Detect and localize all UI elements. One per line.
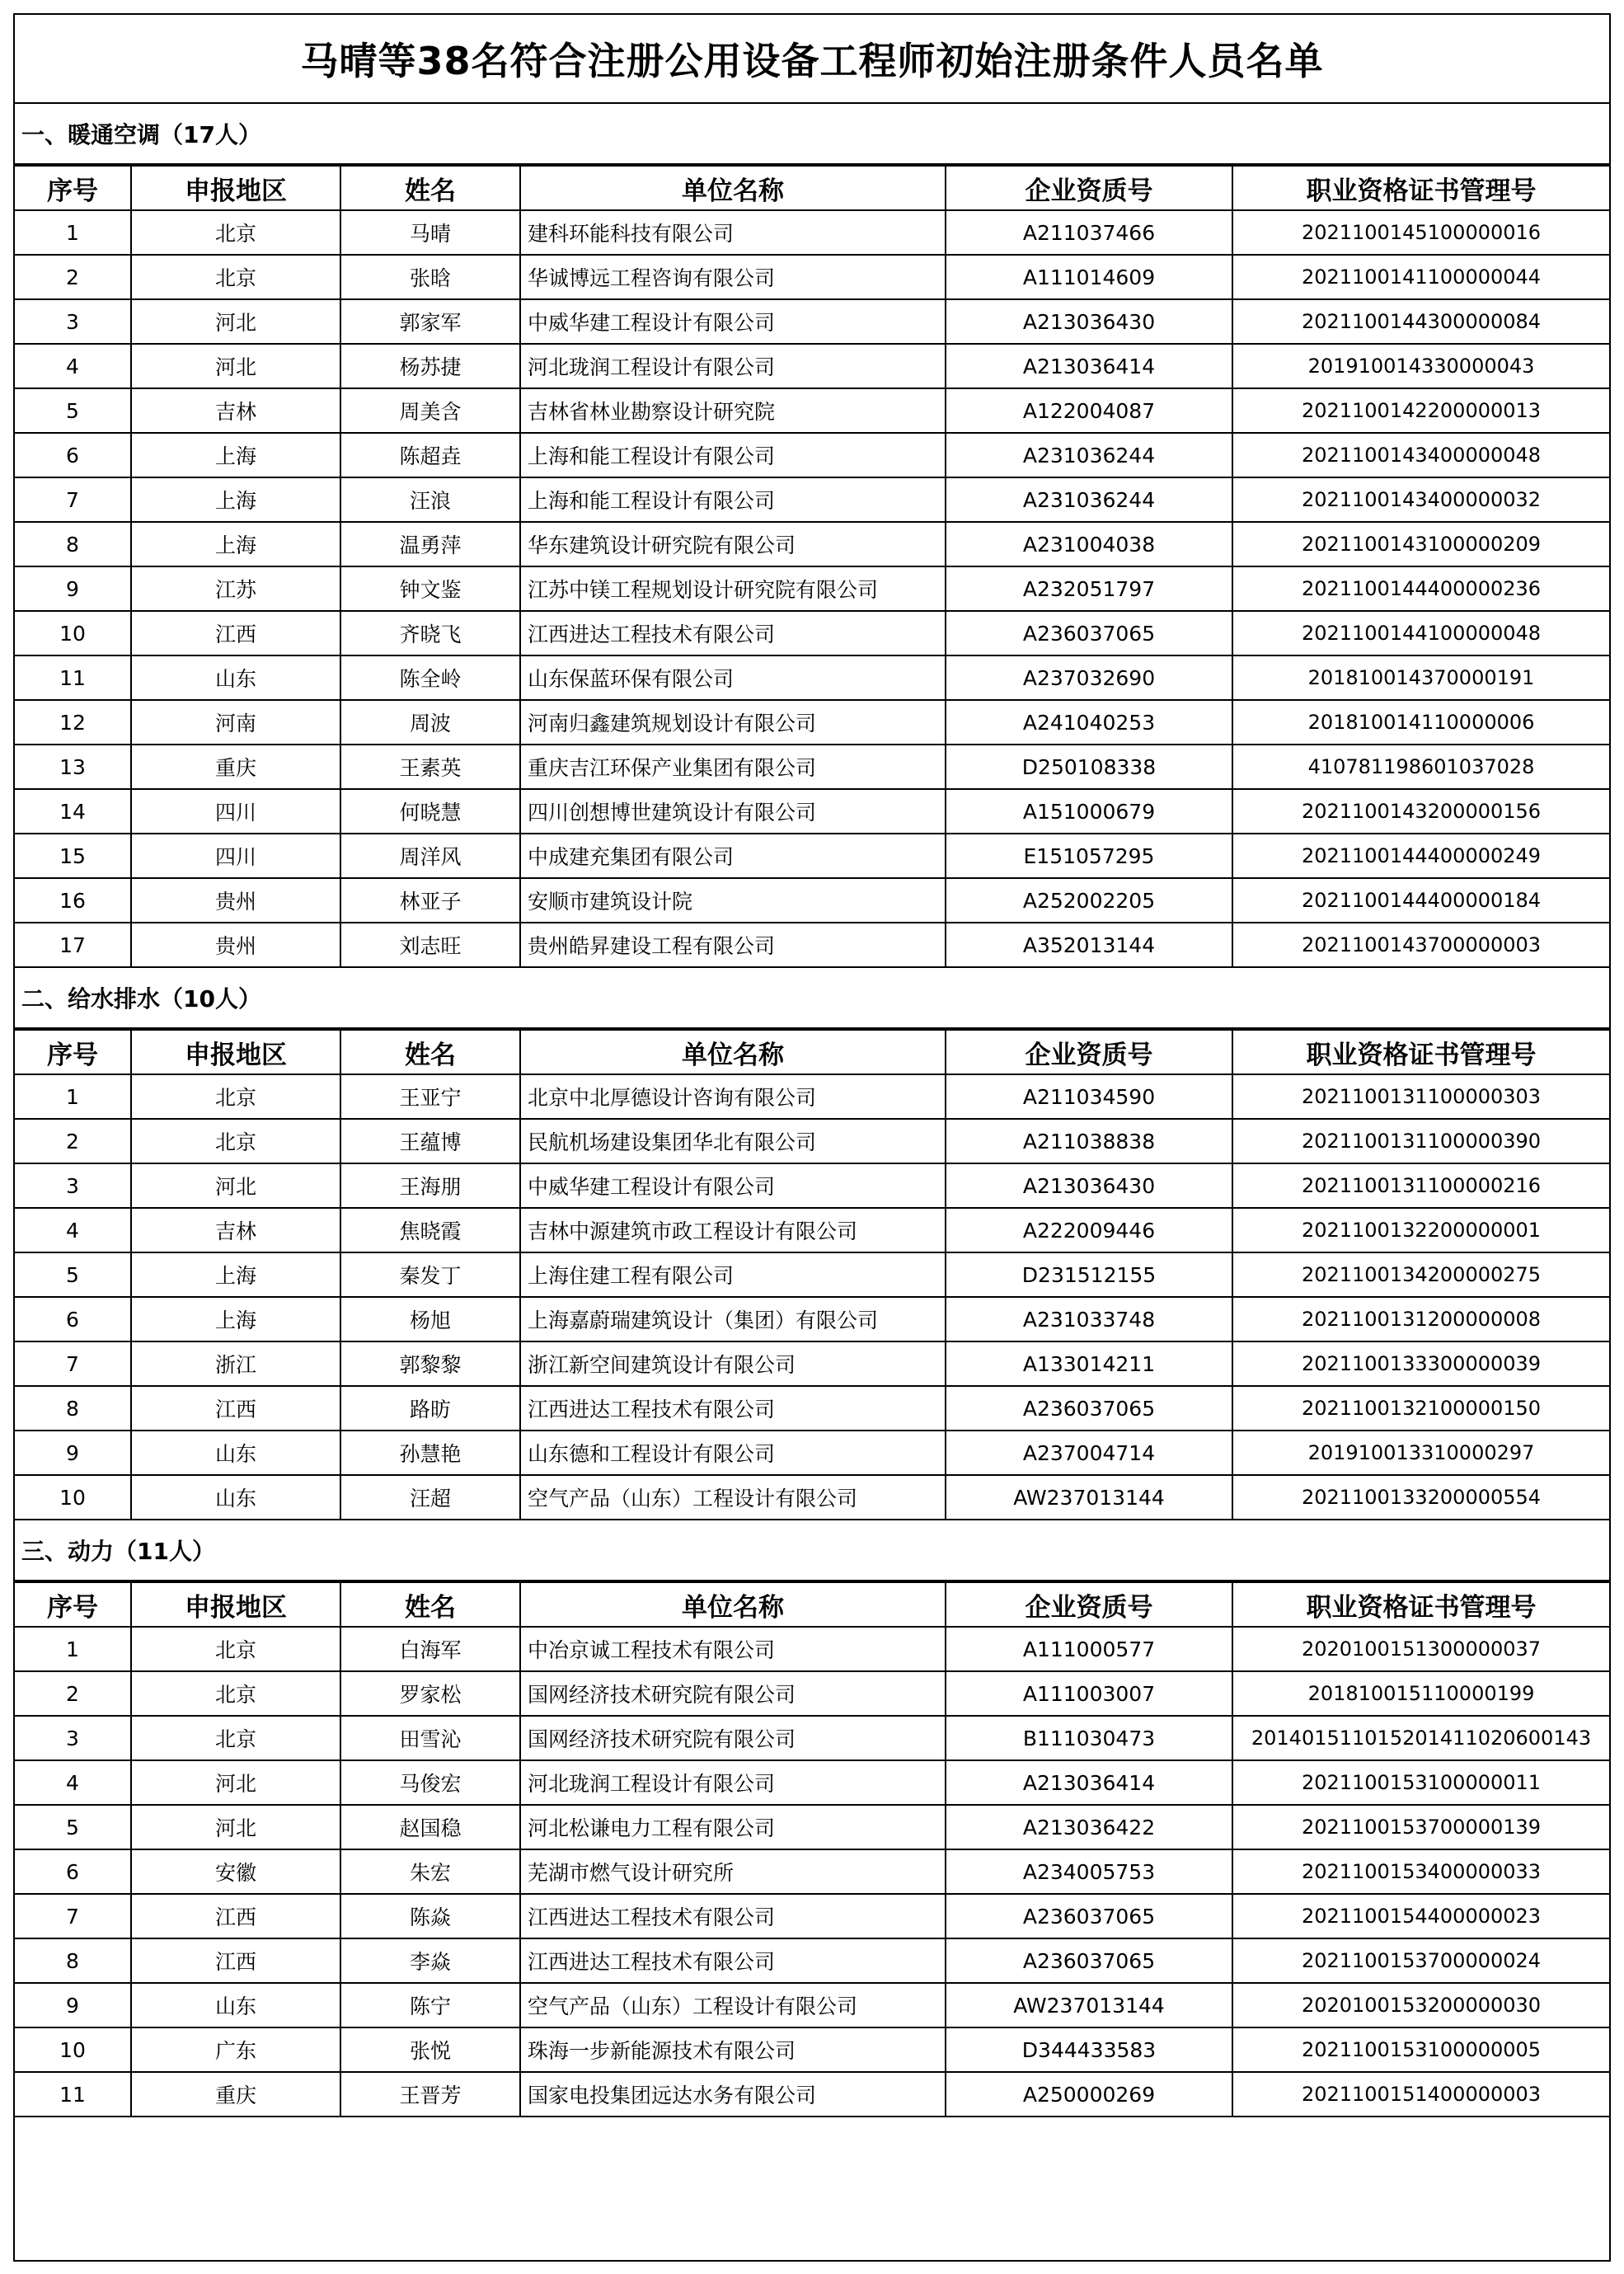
cell-unit-name: 江西进达工程技术有限公司: [520, 1386, 946, 1431]
cell-certificate-no: 201810014370000191: [1232, 655, 1609, 700]
document-title: 马晴等38名符合注册公用设备工程师初始注册条件人员名单: [15, 15, 1609, 104]
cell-seq-no: 17: [15, 923, 131, 967]
cell-region: 山东: [131, 1431, 340, 1475]
table-row: [15, 834, 1609, 878]
cell-seq-no: 11: [15, 2072, 131, 2117]
cell-seq-no: 9: [15, 1983, 131, 2027]
cell-unit-name: 山东保蓝环保有限公司: [520, 655, 946, 700]
cell-unit-name: 中威华建工程设计有限公司: [520, 299, 946, 344]
cell-qualification-no: A231036244: [946, 433, 1232, 477]
table-row: [15, 1760, 1609, 1805]
table-row: [15, 477, 1609, 522]
column-header-unit-name: 单位名称: [520, 166, 946, 210]
cell-region: 北京: [131, 1119, 340, 1163]
cell-region: 北京: [131, 1716, 340, 1760]
cell-qualification-no: A234005753: [946, 1849, 1232, 1894]
cell-person-name: 周洋风: [340, 834, 520, 878]
cell-person-name: 杨苏捷: [340, 344, 520, 388]
cell-certificate-no: 2021100132200000001: [1232, 1208, 1609, 1252]
cell-certificate-no: 2021100153700000024: [1232, 1938, 1609, 1983]
cell-person-name: 周美含: [340, 388, 520, 433]
table-row: [15, 210, 1609, 255]
table-row: [15, 878, 1609, 923]
cell-certificate-no: 2021100153100000005: [1232, 2027, 1609, 2072]
cell-person-name: 汪浪: [340, 477, 520, 522]
cell-qualification-no: A252002205: [946, 878, 1232, 923]
cell-person-name: 李焱: [340, 1938, 520, 1983]
cell-certificate-no: 201810014110000006: [1232, 700, 1609, 745]
cell-qualification-no: A231004038: [946, 522, 1232, 566]
cell-certificate-no: 2021100131100000216: [1232, 1163, 1609, 1208]
column-header-certificate-no: 职业资格证书管理号: [1232, 166, 1609, 210]
column-header-seq-no: 序号: [15, 1030, 131, 1074]
cell-person-name: 王海朋: [340, 1163, 520, 1208]
cell-qualification-no: A111003007: [946, 1671, 1232, 1716]
column-header-unit-name: 单位名称: [520, 1582, 946, 1627]
cell-certificate-no: 2020100153200000030: [1232, 1983, 1609, 2027]
section-title: 二、给水排水（10人）: [15, 968, 1609, 1029]
cell-seq-no: 5: [15, 388, 131, 433]
cell-certificate-no: 2021100144400000249: [1232, 834, 1609, 878]
cell-unit-name: 上海和能工程设计有限公司: [520, 477, 946, 522]
cell-qualification-no: A111014609: [946, 255, 1232, 299]
cell-person-name: 马俊宏: [340, 1760, 520, 1805]
cell-seq-no: 2: [15, 255, 131, 299]
cell-region: 贵州: [131, 878, 340, 923]
cell-seq-no: 6: [15, 1849, 131, 1894]
cell-region: 北京: [131, 1627, 340, 1671]
cell-seq-no: 6: [15, 433, 131, 477]
cell-region: 山东: [131, 1983, 340, 2027]
cell-qualification-no: A213036422: [946, 1805, 1232, 1849]
cell-seq-no: 3: [15, 299, 131, 344]
table-row: [15, 745, 1609, 789]
cell-person-name: 陈焱: [340, 1894, 520, 1938]
table-row: [15, 789, 1609, 834]
table-row: [15, 1627, 1609, 1671]
table-row: [15, 1938, 1609, 1983]
cell-unit-name: 芜湖市燃气设计研究所: [520, 1849, 946, 1894]
cell-unit-name: 吉林省林业勘察设计研究院: [520, 388, 946, 433]
cell-region: 北京: [131, 1671, 340, 1716]
cell-seq-no: 5: [15, 1252, 131, 1297]
table-row: [15, 388, 1609, 433]
cell-region: 上海: [131, 522, 340, 566]
cell-certificate-no: 2021100144100000048: [1232, 611, 1609, 655]
cell-certificate-no: 2021100142200000013: [1232, 388, 1609, 433]
cell-seq-no: 4: [15, 1760, 131, 1805]
cell-seq-no: 3: [15, 1163, 131, 1208]
cell-certificate-no: 2021100133200000554: [1232, 1475, 1609, 1520]
cell-region: 河北: [131, 1163, 340, 1208]
cell-unit-name: 河北松谦电力工程有限公司: [520, 1805, 946, 1849]
cell-region: 山东: [131, 655, 340, 700]
cell-unit-name: 江西进达工程技术有限公司: [520, 1894, 946, 1938]
table-row: [15, 1716, 1609, 1760]
cell-certificate-no: 2021100134200000275: [1232, 1252, 1609, 1297]
cell-region: 贵州: [131, 923, 340, 967]
cell-person-name: 陈全岭: [340, 655, 520, 700]
cell-qualification-no: A237004714: [946, 1431, 1232, 1475]
cell-unit-name: 华诚博远工程咨询有限公司: [520, 255, 946, 299]
cell-region: 四川: [131, 834, 340, 878]
cell-certificate-no: 2021100132100000150: [1232, 1386, 1609, 1431]
table-row: [15, 923, 1609, 967]
cell-unit-name: 河北珑润工程设计有限公司: [520, 1760, 946, 1805]
cell-region: 浙江: [131, 1341, 340, 1386]
cell-qualification-no: A237032690: [946, 655, 1232, 700]
cell-seq-no: 9: [15, 566, 131, 611]
cell-certificate-no: 201910014330000043: [1232, 344, 1609, 388]
cell-qualification-no: AW237013144: [946, 1983, 1232, 2027]
cell-unit-name: 河北珑润工程设计有限公司: [520, 344, 946, 388]
cell-region: 江西: [131, 611, 340, 655]
cell-unit-name: 上海嘉蔚瑞建筑设计（集团）有限公司: [520, 1297, 946, 1341]
cell-qualification-no: A352013144: [946, 923, 1232, 967]
personnel-table: [15, 1581, 1609, 2117]
cell-seq-no: 2: [15, 1119, 131, 1163]
cell-unit-name: 民航机场建设集团华北有限公司: [520, 1119, 946, 1163]
table-row: [15, 1297, 1609, 1341]
cell-person-name: 田雪沁: [340, 1716, 520, 1760]
cell-region: 重庆: [131, 2072, 340, 2117]
cell-unit-name: 珠海一步新能源技术有限公司: [520, 2027, 946, 2072]
cell-seq-no: 12: [15, 700, 131, 745]
column-header-seq-no: 序号: [15, 1582, 131, 1627]
table-row: [15, 1475, 1609, 1520]
cell-region: 江苏: [131, 566, 340, 611]
cell-unit-name: 江苏中镁工程规划设计研究院有限公司: [520, 566, 946, 611]
cell-seq-no: 1: [15, 1627, 131, 1671]
cell-seq-no: 8: [15, 522, 131, 566]
cell-certificate-no: 2021100143400000048: [1232, 433, 1609, 477]
cell-region: 北京: [131, 255, 340, 299]
table-row: [15, 1983, 1609, 2027]
table-row: [15, 1119, 1609, 1163]
cell-seq-no: 7: [15, 477, 131, 522]
cell-qualification-no: B111030473: [946, 1716, 1232, 1760]
cell-certificate-no: 2021100143700000003: [1232, 923, 1609, 967]
cell-region: 河北: [131, 344, 340, 388]
cell-unit-name: 国网经济技术研究院有限公司: [520, 1671, 946, 1716]
table-row: [15, 611, 1609, 655]
table-row: [15, 1163, 1609, 1208]
cell-region: 重庆: [131, 745, 340, 789]
cell-qualification-no: A122004087: [946, 388, 1232, 433]
cell-certificate-no: 2021100151400000003: [1232, 2072, 1609, 2117]
column-header-person-name: 姓名: [340, 1582, 520, 1627]
section-title: 三、动力（11人）: [15, 1520, 1609, 1581]
table-header-row: [15, 166, 1609, 210]
column-header-region: 申报地区: [131, 1030, 340, 1074]
cell-region: 河北: [131, 299, 340, 344]
cell-unit-name: 华东建筑设计研究院有限公司: [520, 522, 946, 566]
cell-seq-no: 7: [15, 1894, 131, 1938]
cell-person-name: 刘志旺: [340, 923, 520, 967]
cell-qualification-no: A111000577: [946, 1627, 1232, 1671]
cell-region: 吉林: [131, 1208, 340, 1252]
cell-unit-name: 中威华建工程设计有限公司: [520, 1163, 946, 1208]
cell-seq-no: 8: [15, 1386, 131, 1431]
cell-region: 上海: [131, 1252, 340, 1297]
cell-certificate-no: 2021100143200000156: [1232, 789, 1609, 834]
cell-seq-no: 4: [15, 1208, 131, 1252]
cell-person-name: 焦晓霞: [340, 1208, 520, 1252]
column-header-person-name: 姓名: [340, 166, 520, 210]
column-header-certificate-no: 职业资格证书管理号: [1232, 1582, 1609, 1627]
cell-certificate-no: 2021100131100000303: [1232, 1074, 1609, 1119]
cell-region: 江西: [131, 1894, 340, 1938]
cell-qualification-no: AW237013144: [946, 1475, 1232, 1520]
cell-region: 广东: [131, 2027, 340, 2072]
cell-person-name: 陈宁: [340, 1983, 520, 2027]
cell-person-name: 白海军: [340, 1627, 520, 1671]
cell-unit-name: 江西进达工程技术有限公司: [520, 1938, 946, 1983]
cell-person-name: 杨旭: [340, 1297, 520, 1341]
cell-certificate-no: 2021100144400000236: [1232, 566, 1609, 611]
cell-unit-name: 空气产品（山东）工程设计有限公司: [520, 1983, 946, 2027]
cell-person-name: 王素英: [340, 745, 520, 789]
cell-region: 上海: [131, 433, 340, 477]
roster-sheet: [13, 13, 1611, 2262]
cell-person-name: 王亚宁: [340, 1074, 520, 1119]
cell-seq-no: 11: [15, 655, 131, 700]
table-row: [15, 299, 1609, 344]
cell-seq-no: 1: [15, 210, 131, 255]
cell-seq-no: 5: [15, 1805, 131, 1849]
cell-region: 北京: [131, 210, 340, 255]
cell-region: 吉林: [131, 388, 340, 433]
cell-qualification-no: D250108338: [946, 745, 1232, 789]
cell-qualification-no: A232051797: [946, 566, 1232, 611]
sections-container: [15, 104, 1609, 2117]
cell-person-name: 赵国稳: [340, 1805, 520, 1849]
personnel-table: [15, 165, 1609, 968]
cell-qualification-no: A231036244: [946, 477, 1232, 522]
table-row: [15, 1431, 1609, 1475]
cell-certificate-no: 2021100143400000032: [1232, 477, 1609, 522]
cell-qualification-no: A236037065: [946, 1386, 1232, 1431]
cell-qualification-no: A211038838: [946, 1119, 1232, 1163]
cell-unit-name: 空气产品（山东）工程设计有限公司: [520, 1475, 946, 1520]
cell-person-name: 周波: [340, 700, 520, 745]
cell-seq-no: 10: [15, 611, 131, 655]
cell-qualification-no: D344433583: [946, 2027, 1232, 2072]
table-header-row: [15, 1582, 1609, 1627]
cell-seq-no: 6: [15, 1297, 131, 1341]
cell-region: 安徽: [131, 1849, 340, 1894]
cell-certificate-no: 410781198601037028: [1232, 745, 1609, 789]
cell-qualification-no: A236037065: [946, 611, 1232, 655]
cell-region: 上海: [131, 1297, 340, 1341]
cell-person-name: 张晗: [340, 255, 520, 299]
cell-seq-no: 3: [15, 1716, 131, 1760]
table-row: [15, 1252, 1609, 1297]
table-row: [15, 1805, 1609, 1849]
cell-person-name: 郭家军: [340, 299, 520, 344]
cell-qualification-no: A236037065: [946, 1938, 1232, 1983]
column-header-region: 申报地区: [131, 166, 340, 210]
cell-qualification-no: A222009446: [946, 1208, 1232, 1252]
cell-qualification-no: D231512155: [946, 1252, 1232, 1297]
cell-unit-name: 上海和能工程设计有限公司: [520, 433, 946, 477]
cell-qualification-no: A151000679: [946, 789, 1232, 834]
cell-seq-no: 15: [15, 834, 131, 878]
cell-region: 河北: [131, 1805, 340, 1849]
cell-certificate-no: 2021100153400000033: [1232, 1849, 1609, 1894]
column-header-person-name: 姓名: [340, 1030, 520, 1074]
table-row: [15, 344, 1609, 388]
cell-certificate-no: 2021100141100000044: [1232, 255, 1609, 299]
cell-unit-name: 江西进达工程技术有限公司: [520, 611, 946, 655]
cell-unit-name: 建科环能科技有限公司: [520, 210, 946, 255]
table-row: [15, 2027, 1609, 2072]
cell-seq-no: 4: [15, 344, 131, 388]
cell-unit-name: 北京中北厚德设计咨询有限公司: [520, 1074, 946, 1119]
cell-unit-name: 浙江新空间建筑设计有限公司: [520, 1341, 946, 1386]
cell-unit-name: 河南归鑫建筑规划设计有限公司: [520, 700, 946, 745]
cell-person-name: 汪超: [340, 1475, 520, 1520]
cell-region: 四川: [131, 789, 340, 834]
table-header-row: [15, 1030, 1609, 1074]
cell-person-name: 马晴: [340, 210, 520, 255]
cell-person-name: 齐晓飞: [340, 611, 520, 655]
cell-region: 江西: [131, 1938, 340, 1983]
table-row: [15, 655, 1609, 700]
cell-person-name: 朱宏: [340, 1849, 520, 1894]
table-row: [15, 255, 1609, 299]
cell-certificate-no: 201401511015201411020600143: [1232, 1716, 1609, 1760]
cell-qualification-no: A213036430: [946, 299, 1232, 344]
cell-person-name: 陈超垚: [340, 433, 520, 477]
table-row: [15, 1849, 1609, 1894]
cell-unit-name: 贵州皓昇建设工程有限公司: [520, 923, 946, 967]
cell-person-name: 王晋芳: [340, 2072, 520, 2117]
column-header-unit-name: 单位名称: [520, 1030, 946, 1074]
cell-qualification-no: A213036414: [946, 1760, 1232, 1805]
cell-region: 河南: [131, 700, 340, 745]
cell-qualification-no: A241040253: [946, 700, 1232, 745]
cell-certificate-no: 2020100151300000037: [1232, 1627, 1609, 1671]
cell-certificate-no: 2021100131100000390: [1232, 1119, 1609, 1163]
table-row: [15, 1341, 1609, 1386]
cell-unit-name: 国网经济技术研究院有限公司: [520, 1716, 946, 1760]
table-row: [15, 1386, 1609, 1431]
table-row: [15, 1894, 1609, 1938]
table-row: [15, 433, 1609, 477]
table-row: [15, 522, 1609, 566]
cell-region: 山东: [131, 1475, 340, 1520]
cell-qualification-no: A231033748: [946, 1297, 1232, 1341]
cell-unit-name: 中成建充集团有限公司: [520, 834, 946, 878]
cell-seq-no: 1: [15, 1074, 131, 1119]
cell-unit-name: 安顺市建筑设计院: [520, 878, 946, 923]
table-row: [15, 700, 1609, 745]
cell-unit-name: 吉林中源建筑市政工程设计有限公司: [520, 1208, 946, 1252]
table-row: [15, 1671, 1609, 1716]
cell-seq-no: 9: [15, 1431, 131, 1475]
cell-seq-no: 10: [15, 1475, 131, 1520]
cell-person-name: 郭黎黎: [340, 1341, 520, 1386]
table-row: [15, 566, 1609, 611]
table-row: [15, 1208, 1609, 1252]
cell-person-name: 钟文鉴: [340, 566, 520, 611]
table-row: [15, 2072, 1609, 2117]
cell-qualification-no: A213036414: [946, 344, 1232, 388]
cell-person-name: 罗家松: [340, 1671, 520, 1716]
table-row: [15, 1074, 1609, 1119]
cell-certificate-no: 2021100154400000023: [1232, 1894, 1609, 1938]
column-header-region: 申报地区: [131, 1582, 340, 1627]
cell-person-name: 孙慧艳: [340, 1431, 520, 1475]
cell-person-name: 张悦: [340, 2027, 520, 2072]
cell-unit-name: 四川创想博世建筑设计有限公司: [520, 789, 946, 834]
cell-certificate-no: 2021100133300000039: [1232, 1341, 1609, 1386]
cell-qualification-no: A236037065: [946, 1894, 1232, 1938]
cell-unit-name: 上海住建工程有限公司: [520, 1252, 946, 1297]
cell-person-name: 温勇萍: [340, 522, 520, 566]
cell-unit-name: 中冶京诚工程技术有限公司: [520, 1627, 946, 1671]
cell-person-name: 林亚子: [340, 878, 520, 923]
column-header-certificate-no: 职业资格证书管理号: [1232, 1030, 1609, 1074]
cell-seq-no: 10: [15, 2027, 131, 2072]
cell-certificate-no: 2021100145100000016: [1232, 210, 1609, 255]
cell-region: 江西: [131, 1386, 340, 1431]
column-header-qualification-no: 企业资质号: [946, 166, 1232, 210]
cell-qualification-no: E151057295: [946, 834, 1232, 878]
cell-certificate-no: 2021100143100000209: [1232, 522, 1609, 566]
cell-certificate-no: 2021100153700000139: [1232, 1805, 1609, 1849]
cell-unit-name: 山东德和工程设计有限公司: [520, 1431, 946, 1475]
cell-seq-no: 8: [15, 1938, 131, 1983]
cell-seq-no: 14: [15, 789, 131, 834]
cell-seq-no: 7: [15, 1341, 131, 1386]
cell-person-name: 王蕴博: [340, 1119, 520, 1163]
cell-certificate-no: 2021100144400000184: [1232, 878, 1609, 923]
cell-seq-no: 16: [15, 878, 131, 923]
cell-unit-name: 重庆吉江环保产业集团有限公司: [520, 745, 946, 789]
cell-qualification-no: A250000269: [946, 2072, 1232, 2117]
cell-certificate-no: 2021100144300000084: [1232, 299, 1609, 344]
cell-person-name: 路昉: [340, 1386, 520, 1431]
section-title: 一、暖通空调（17人）: [15, 104, 1609, 165]
cell-unit-name: 国家电投集团远达水务有限公司: [520, 2072, 946, 2117]
cell-qualification-no: A211037466: [946, 210, 1232, 255]
cell-region: 北京: [131, 1074, 340, 1119]
cell-qualification-no: A213036430: [946, 1163, 1232, 1208]
cell-person-name: 秦发丁: [340, 1252, 520, 1297]
cell-region: 上海: [131, 477, 340, 522]
cell-certificate-no: 201810015110000199: [1232, 1671, 1609, 1716]
cell-qualification-no: A211034590: [946, 1074, 1232, 1119]
column-header-qualification-no: 企业资质号: [946, 1030, 1232, 1074]
cell-certificate-no: 2021100131200000008: [1232, 1297, 1609, 1341]
cell-seq-no: 13: [15, 745, 131, 789]
cell-region: 河北: [131, 1760, 340, 1805]
cell-certificate-no: 2021100153100000011: [1232, 1760, 1609, 1805]
column-header-qualification-no: 企业资质号: [946, 1582, 1232, 1627]
cell-qualification-no: A133014211: [946, 1341, 1232, 1386]
cell-seq-no: 2: [15, 1671, 131, 1716]
personnel-table: [15, 1029, 1609, 1520]
column-header-seq-no: 序号: [15, 166, 131, 210]
cell-person-name: 何晓慧: [340, 789, 520, 834]
cell-certificate-no: 201910013310000297: [1232, 1431, 1609, 1475]
